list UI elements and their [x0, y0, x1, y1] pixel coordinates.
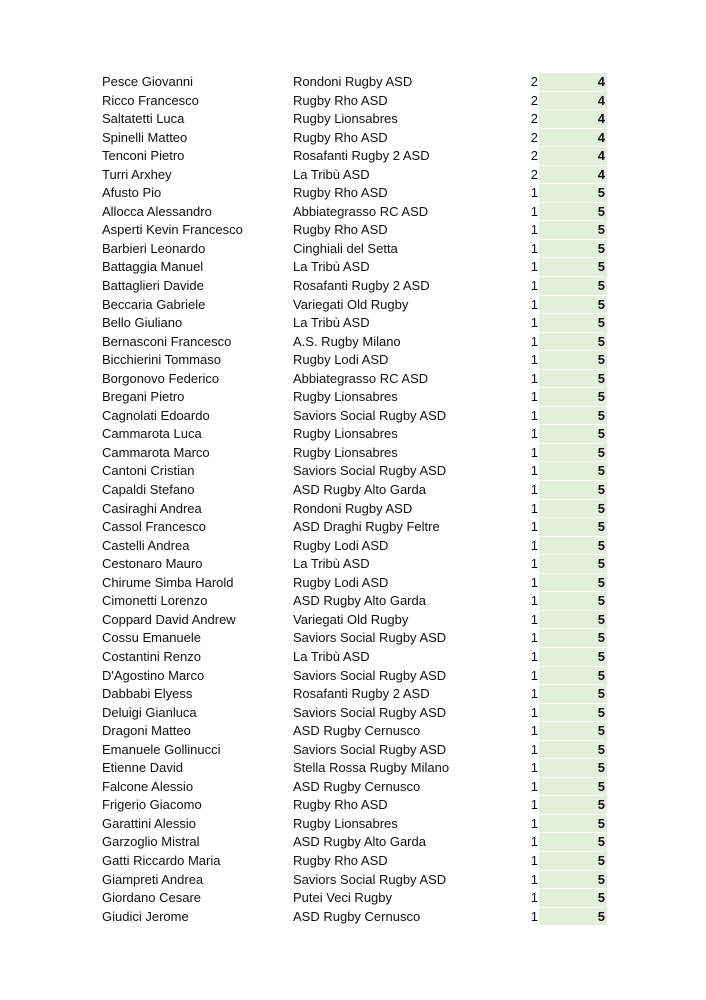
club-name-cell: Rosafanti Rugby 2 ASD: [293, 148, 430, 164]
club-name-cell: Saviors Social Rugby ASD: [293, 630, 447, 646]
club-name-cell: Variegati Old Rugby: [293, 611, 409, 627]
rank-cell: 5: [539, 611, 607, 630]
table-row: [0, 592, 706, 611]
club-name-cell: Rugby Rho ASD: [293, 129, 388, 145]
player-name-cell: Garattini Alessio: [102, 815, 196, 831]
table-row: [0, 518, 706, 537]
player-name-cell: Cossu Emanuele: [102, 630, 201, 646]
table-row: [0, 92, 706, 111]
club-name-cell: Rondoni Rugby ASD: [293, 74, 413, 89]
count-cell: 1: [530, 630, 538, 646]
player-name-cell: Battaggia Manuel: [102, 259, 204, 275]
count-cell: 1: [530, 444, 538, 460]
club-name-cell: Rugby Rho ASD: [293, 797, 388, 813]
count-cell: 1: [530, 686, 538, 702]
count-cell: 1: [530, 834, 538, 850]
club-name-cell: Rugby Lionsabres: [293, 444, 398, 460]
table-row: [0, 258, 706, 277]
club-name-cell: Saviors Social Rugby ASD: [293, 667, 447, 683]
club-name-cell: Saviors Social Rugby ASD: [293, 741, 447, 757]
rank-cell: 5: [539, 425, 607, 444]
rank-cell: 5: [539, 370, 607, 389]
player-name-cell: Gatti Riccardo Maria: [102, 852, 221, 868]
rank-cell: 5: [539, 648, 607, 667]
club-name-cell: Rugby Lionsabres: [293, 111, 398, 127]
count-cell: 1: [530, 593, 538, 609]
count-cell: 2: [530, 92, 538, 108]
club-name-cell: La Tribù ASD: [293, 556, 370, 572]
player-name-cell: Battaglieri Davide: [102, 278, 204, 294]
count-cell: 1: [530, 574, 538, 590]
rank-cell: 5: [539, 722, 607, 741]
table-row: [0, 314, 706, 333]
count-cell: 1: [530, 519, 538, 535]
club-name-cell: Saviors Social Rugby ASD: [293, 463, 447, 479]
count-cell: 1: [530, 333, 538, 349]
count-cell: 1: [530, 240, 538, 256]
rank-cell: 5: [539, 351, 607, 370]
count-cell: 1: [530, 537, 538, 553]
rank-cell: 5: [539, 203, 607, 222]
table-row: [0, 462, 706, 481]
player-name-cell: Dragoni Matteo: [102, 723, 191, 739]
table-row: [0, 351, 706, 370]
rank-cell: 5: [539, 388, 607, 407]
club-name-cell: La Tribù ASD: [293, 648, 370, 664]
table-row: [0, 370, 706, 389]
club-name-cell: Rosafanti Rugby 2 ASD: [293, 686, 430, 702]
rank-cell: 5: [539, 685, 607, 704]
count-cell: 1: [530, 760, 538, 776]
table-row: [0, 704, 706, 723]
table-row: [0, 166, 706, 185]
player-name-cell: Frigerio Giacomo: [102, 797, 202, 813]
rank-cell: 5: [539, 592, 607, 611]
table-row: [0, 407, 706, 426]
club-name-cell: Rondoni Rugby ASD: [293, 500, 413, 516]
count-cell: 1: [530, 871, 538, 887]
player-name-cell: Tenconi Pietro: [102, 148, 185, 164]
table-row: [0, 667, 706, 686]
club-name-cell: Abbiategrasso RC ASD: [293, 203, 429, 219]
club-name-cell: Rugby Rho ASD: [293, 222, 388, 238]
count-cell: 1: [530, 723, 538, 739]
rank-cell: 4: [539, 129, 607, 148]
rank-cell: 4: [539, 92, 607, 111]
player-name-cell: Costantini Renzo: [102, 648, 201, 664]
count-cell: 1: [530, 556, 538, 572]
rank-cell: 5: [539, 833, 607, 852]
club-name-cell: A.S. Rugby Milano: [293, 333, 401, 349]
player-name-cell: Pesce Giovanni: [102, 74, 194, 89]
table-row: [0, 908, 706, 927]
player-name-cell: Ricco Francesco: [102, 92, 199, 108]
club-name-cell: Rosafanti Rugby 2 ASD: [293, 278, 430, 294]
table-row: [0, 833, 706, 852]
table-row: [0, 184, 706, 203]
count-cell: 1: [530, 463, 538, 479]
player-name-cell: Saltatetti Luca: [102, 111, 185, 127]
player-name-cell: Cagnolati Edoardo: [102, 407, 210, 423]
count-cell: 1: [530, 648, 538, 664]
count-cell: 1: [530, 389, 538, 405]
table-row: [0, 203, 706, 222]
table-row: [0, 648, 706, 667]
player-name-cell: Bello Giuliano: [102, 315, 183, 331]
rank-cell: 5: [539, 852, 607, 871]
count-cell: 1: [530, 500, 538, 516]
table-row: [0, 277, 706, 296]
count-cell: 1: [530, 203, 538, 219]
rank-cell: 5: [539, 889, 607, 908]
club-name-cell: Rugby Lodi ASD: [293, 537, 389, 553]
count-cell: 1: [530, 407, 538, 423]
club-name-cell: ASD Rugby Cernusco: [293, 778, 421, 794]
player-name-cell: Cassol Francesco: [102, 519, 207, 535]
count-cell: 1: [530, 797, 538, 813]
rank-cell: 5: [539, 314, 607, 333]
player-name-cell: Giordano Cesare: [102, 890, 201, 906]
club-name-cell: Rugby Lodi ASD: [293, 352, 389, 368]
count-cell: 1: [530, 296, 538, 312]
count-cell: 1: [530, 370, 538, 386]
table-row: [0, 852, 706, 871]
rank-cell: 5: [539, 796, 607, 815]
rank-cell: 5: [539, 481, 607, 500]
rank-cell: 5: [539, 555, 607, 574]
player-name-cell: Castelli Andrea: [102, 537, 190, 553]
count-cell: 1: [530, 426, 538, 442]
club-name-cell: ASD Rugby Alto Garda: [293, 482, 426, 498]
club-name-cell: Variegati Old Rugby: [293, 296, 409, 312]
player-name-cell: Cantoni Cristian: [102, 463, 195, 479]
club-name-cell: Rugby Lionsabres: [293, 426, 398, 442]
table-row: [0, 147, 706, 166]
club-name-cell: ASD Rugby Cernusco: [293, 908, 421, 924]
club-name-cell: Abbiategrasso RC ASD: [293, 370, 429, 386]
table-row: [0, 444, 706, 463]
club-name-cell: Saviors Social Rugby ASD: [293, 407, 447, 423]
player-name-cell: Afusto Pio: [102, 185, 162, 201]
player-name-cell: Cammarota Marco: [102, 444, 210, 460]
rank-cell: 4: [539, 147, 607, 166]
table-row: [0, 481, 706, 500]
rank-cell: 5: [539, 778, 607, 797]
count-cell: 2: [530, 74, 538, 89]
player-name-cell: Bicchierini Tommaso: [102, 352, 221, 368]
player-name-cell: Dabbabi Elyess: [102, 686, 193, 702]
player-name-cell: Giampreti Andrea: [102, 871, 204, 887]
table-row: [0, 296, 706, 315]
rank-cell: 5: [539, 574, 607, 593]
rank-cell: 5: [539, 741, 607, 760]
club-name-cell: Cinghiali del Setta: [293, 240, 398, 256]
club-name-cell: Rugby Lionsabres: [293, 389, 398, 405]
player-name-cell: Coppard David Andrew: [102, 611, 236, 627]
player-name-cell: Chirume Simba Harold: [102, 574, 234, 590]
player-name-cell: Asperti Kevin Francesco: [102, 222, 243, 238]
table-row: [0, 759, 706, 778]
count-cell: 1: [530, 667, 538, 683]
table-row: [0, 778, 706, 797]
table-row: [0, 741, 706, 760]
ranking-table: [0, 73, 706, 926]
table-row: [0, 110, 706, 129]
count-cell: 2: [530, 129, 538, 145]
player-name-cell: Bernasconi Francesco: [102, 333, 232, 349]
club-name-cell: La Tribù ASD: [293, 259, 370, 275]
count-cell: 1: [530, 185, 538, 201]
player-name-cell: Capaldi Stefano: [102, 482, 195, 498]
count-cell: 1: [530, 704, 538, 720]
rank-cell: 5: [539, 629, 607, 648]
rank-cell: 5: [539, 258, 607, 277]
club-name-cell: Rugby Rho ASD: [293, 92, 388, 108]
club-name-cell: Rugby Lionsabres: [293, 815, 398, 831]
club-name-cell: ASD Rugby Alto Garda: [293, 593, 426, 609]
count-cell: 1: [530, 778, 538, 794]
table-row: [0, 555, 706, 574]
count-cell: 2: [530, 148, 538, 164]
club-name-cell: ASD Rugby Alto Garda: [293, 834, 426, 850]
table-row: [0, 388, 706, 407]
club-name-cell: ASD Draghi Rugby Feltre: [293, 519, 440, 535]
table-row: [0, 333, 706, 352]
club-name-cell: Putei Veci Rugby: [293, 890, 393, 906]
player-name-cell: Falcone Alessio: [102, 778, 194, 794]
rank-cell: 5: [539, 333, 607, 352]
table-row: [0, 629, 706, 648]
count-cell: 1: [530, 852, 538, 868]
club-name-cell: ASD Rugby Cernusco: [293, 723, 421, 739]
player-name-cell: Allocca Alessandro: [102, 203, 212, 219]
rank-cell: 5: [539, 908, 607, 927]
player-name-cell: Turri Arxhey: [102, 166, 172, 182]
rank-cell: 5: [539, 296, 607, 315]
player-name-cell: Etienne David: [102, 760, 183, 776]
table-row: [0, 425, 706, 444]
rank-cell: 5: [539, 704, 607, 723]
rank-cell: 5: [539, 407, 607, 426]
club-name-cell: Rugby Rho ASD: [293, 852, 388, 868]
count-cell: 1: [530, 315, 538, 331]
count-cell: 1: [530, 890, 538, 906]
count-cell: 1: [530, 352, 538, 368]
player-name-cell: Cammarota Luca: [102, 426, 202, 442]
rank-cell: 5: [539, 221, 607, 240]
count-cell: 1: [530, 259, 538, 275]
count-cell: 2: [530, 166, 538, 182]
table-row: [0, 221, 706, 240]
rank-cell: 5: [539, 759, 607, 778]
rank-cell: 4: [539, 166, 607, 185]
table-row: [0, 73, 706, 92]
count-cell: 1: [530, 741, 538, 757]
count-cell: 1: [530, 815, 538, 831]
count-cell: 1: [530, 611, 538, 627]
player-name-cell: Cestonaro Mauro: [102, 556, 203, 572]
rank-cell: 5: [539, 462, 607, 481]
player-name-cell: Giudici Jerome: [102, 908, 189, 924]
club-name-cell: Rugby Lodi ASD: [293, 574, 389, 590]
rank-cell: 5: [539, 667, 607, 686]
count-cell: 1: [530, 222, 538, 238]
table-row: [0, 500, 706, 519]
table-row: [0, 889, 706, 908]
club-name-cell: La Tribù ASD: [293, 315, 370, 331]
rank-cell: 5: [539, 277, 607, 296]
table-row: [0, 611, 706, 630]
player-name-cell: Casiraghi Andrea: [102, 500, 202, 516]
table-row: [0, 871, 706, 890]
rank-cell: 5: [539, 815, 607, 834]
club-name-cell: Saviors Social Rugby ASD: [293, 871, 447, 887]
rank-cell: 5: [539, 518, 607, 537]
player-name-cell: Spinelli Matteo: [102, 129, 188, 145]
rank-cell: 5: [539, 184, 607, 203]
club-name-cell: La Tribù ASD: [293, 166, 370, 182]
table-row: [0, 574, 706, 593]
rank-cell: 4: [539, 110, 607, 129]
table-row: [0, 685, 706, 704]
table-row: [0, 796, 706, 815]
rank-cell: 5: [539, 537, 607, 556]
table-row: [0, 815, 706, 834]
player-name-cell: Barbieri Leonardo: [102, 240, 206, 256]
player-name-cell: Bregani Pietro: [102, 389, 185, 405]
player-name-cell: D'Agostino Marco: [102, 667, 205, 683]
rank-cell: 5: [539, 500, 607, 519]
count-cell: 1: [530, 482, 538, 498]
table-row: [0, 240, 706, 259]
count-cell: 1: [530, 278, 538, 294]
club-name-cell: Rugby Rho ASD: [293, 185, 388, 201]
rank-cell: 5: [539, 240, 607, 259]
player-name-cell: Cimonetti Lorenzo: [102, 593, 208, 609]
player-name-cell: Beccaria Gabriele: [102, 296, 206, 312]
rank-cell: 5: [539, 444, 607, 463]
count-cell: 1: [530, 908, 538, 924]
club-name-cell: Stella Rossa Rugby Milano: [293, 760, 450, 776]
player-name-cell: Emanuele Gollinucci: [102, 741, 221, 757]
rank-cell: 5: [539, 871, 607, 890]
rank-cell: 4: [539, 73, 607, 92]
table-row: [0, 537, 706, 556]
table-row: [0, 129, 706, 148]
count-cell: 2: [530, 111, 538, 127]
player-name-cell: Borgonovo Federico: [102, 370, 220, 386]
club-name-cell: Saviors Social Rugby ASD: [293, 704, 447, 720]
player-name-cell: Garzoglio Mistral: [102, 834, 200, 850]
player-name-cell: Deluigi Gianluca: [102, 704, 197, 720]
table-row: [0, 722, 706, 741]
